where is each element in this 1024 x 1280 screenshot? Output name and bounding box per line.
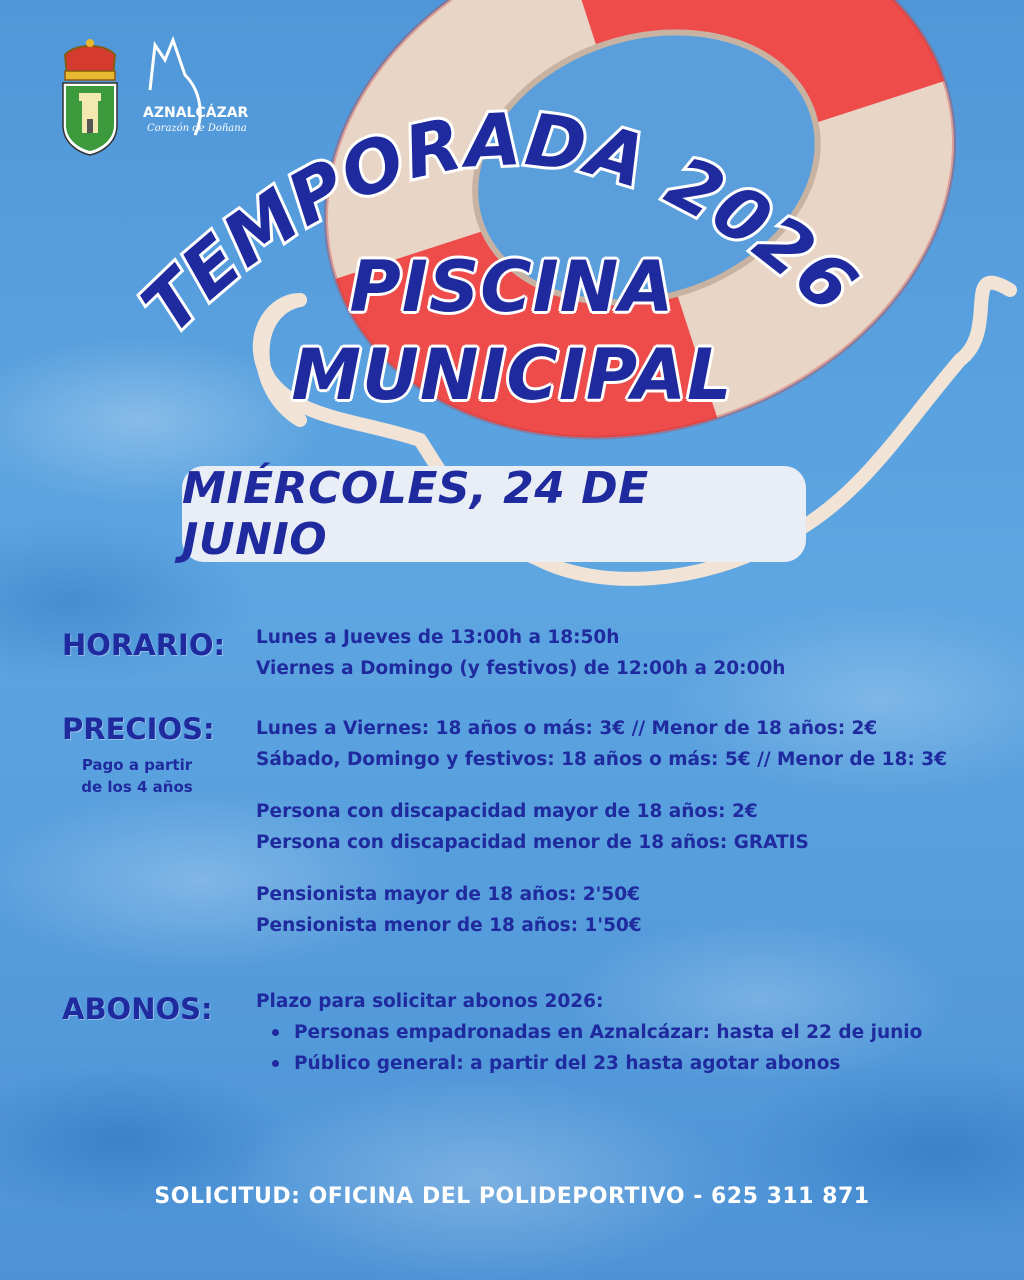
precios-group-general: [256, 713, 947, 775]
horario-line: Lunes a Jueves de 13:00h a 18:50h: [256, 627, 620, 648]
precios-note: [62, 754, 212, 798]
footer-contact: SOLICITUD: OFICINA DEL POLIDEPORTIVO - 625 311 871: [154, 1184, 870, 1209]
date-banner: [182, 463, 806, 565]
price-line: Pensionista mayor de 18 años: 2'50€: [256, 884, 640, 905]
precios-note-line: Pago a partir: [81, 756, 193, 774]
logo-text: AZNALCÁZAR: [143, 105, 249, 121]
date-text: MIÉRCOLES, 24 DE JUNIO: [182, 463, 649, 565]
season-title-text: TEMPORADA 2026: [125, 96, 873, 350]
horario-line: Viernes a Domingo (y festivos) de 12:00h a 20:00h: [256, 658, 786, 679]
abonos-item: Público general: a partir del 23 hasta agotar abonos: [256, 1048, 934, 1079]
price-line: Persona con discapacidad mayor de 18 años: 2€: [256, 801, 758, 822]
price-line: Lunes a Viernes: 18 años o más: 3€ // Menor de 18 años: 2€: [256, 718, 878, 739]
title-line-2: MUNICIPAL: [291, 334, 733, 416]
precios-note-line: de los 4 años: [81, 778, 193, 796]
abonos-info: [256, 986, 934, 1079]
abonos-intro: Plazo para solicitar abonos 2026:: [256, 991, 604, 1012]
logo-tagline: Corazón de Doñana: [147, 123, 247, 134]
horario-label: HORARIO:: [62, 628, 226, 662]
abonos-list: [256, 1017, 934, 1079]
abonos-label: ABONOS:: [62, 992, 213, 1026]
abonos-item: Personas empadronadas en Aznalcázar: hasta el 22 de junio: [256, 1017, 934, 1048]
title-line-1: PISCINA: [349, 246, 675, 328]
precios-label: PRECIOS:: [62, 712, 215, 746]
precios-group-pensionista: [256, 879, 642, 941]
price-line: Sábado, Domingo y festivos: 18 años o más: 5€ // Menor de 18: 3€: [256, 749, 947, 770]
precios-group-discapacidad: [256, 796, 809, 858]
price-line: Pensionista menor de 18 años: 1'50€: [256, 915, 642, 936]
horario-info: [256, 622, 785, 684]
price-line: Persona con discapacidad menor de 18 años: GRATIS: [256, 832, 809, 853]
